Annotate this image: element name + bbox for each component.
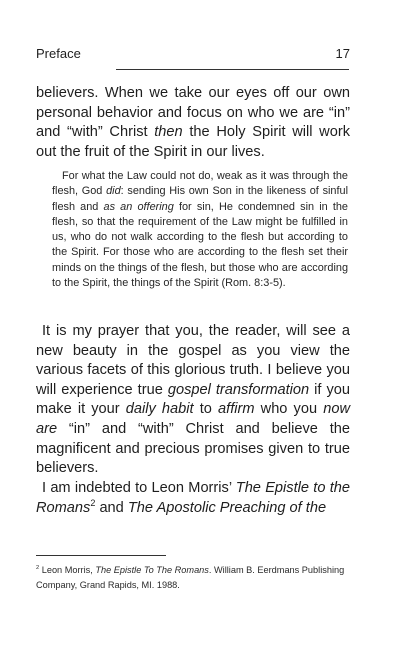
footnote-rule: [36, 555, 166, 556]
footnote-reference: 2: [90, 497, 96, 508]
book-title-epistle: The Epistle to the Romans: [36, 480, 350, 516]
text-run: who you: [254, 401, 324, 418]
paragraph-1: [36, 84, 350, 162]
footnote-book-title: The Epistle To The Romans: [95, 565, 209, 575]
block-quote: [52, 169, 348, 291]
text-run: for sin, He condemned sin in the flesh, so that the requirement of the Law might be fulfilled in us, who do not walk according to the flesh but according to the Spirit. For those who are according to the flesh set their minds on the things of the flesh, but those who are according to the Spirit, the things of the Spirit (Rom. 8:3-5).: [52, 200, 348, 290]
running-header-title: Preface: [36, 46, 81, 61]
footnote: [36, 563, 350, 593]
text-run: . William B. Eerdmans Publishing Company, Grand Rapids, MI. 1988.: [36, 565, 345, 590]
text-run: : sending His own Son in the likeness of sinful flesh and: [52, 185, 348, 213]
emphasis-gospel-transformation: gospel transformation: [167, 381, 310, 398]
page-number: 17: [335, 46, 350, 61]
text-run: the Holy Spirit will work out the fruit of the Spirit in our lives.: [36, 124, 350, 160]
paragraph-2: [36, 322, 350, 479]
text-run: if you make it your: [36, 381, 350, 418]
header-rule: [116, 69, 349, 70]
text-run: and: [95, 499, 128, 516]
book-title-apostolic: The Apostolic Preaching of the: [127, 499, 327, 516]
text-run: “in” and “with” Christ and believe the magnificent and precious promises given to true believers.: [36, 420, 350, 477]
emphasis-affirm: affirm: [218, 401, 255, 418]
footnote-marker: 2: [36, 564, 40, 571]
emphasis-daily-habit: daily habit: [125, 401, 194, 418]
running-header: [36, 44, 350, 64]
text-run: It is my prayer that you, the reader, will see a new beauty in the gospel as you view the various facets of this glorious truth. I believe you will experience true: [36, 323, 350, 398]
emphasis-now-are: now are: [36, 401, 351, 437]
emphasis-as-an-offering: as an offering: [103, 200, 174, 213]
emphasis-then: then: [154, 124, 183, 141]
text-run: I am indebted to Leon Morris’: [42, 480, 236, 496]
paragraph-3: [36, 479, 350, 518]
text-run: Leon Morris,: [39, 565, 96, 575]
emphasis-did: did: [106, 185, 121, 198]
text-run: believers. When we take our eyes off our own personal behavior and focus on who we are “in” and “with” Christ: [36, 85, 350, 141]
text-run: For what the Law could not do, weak as it was through the flesh, God: [52, 170, 348, 198]
text-run: to: [193, 401, 219, 418]
